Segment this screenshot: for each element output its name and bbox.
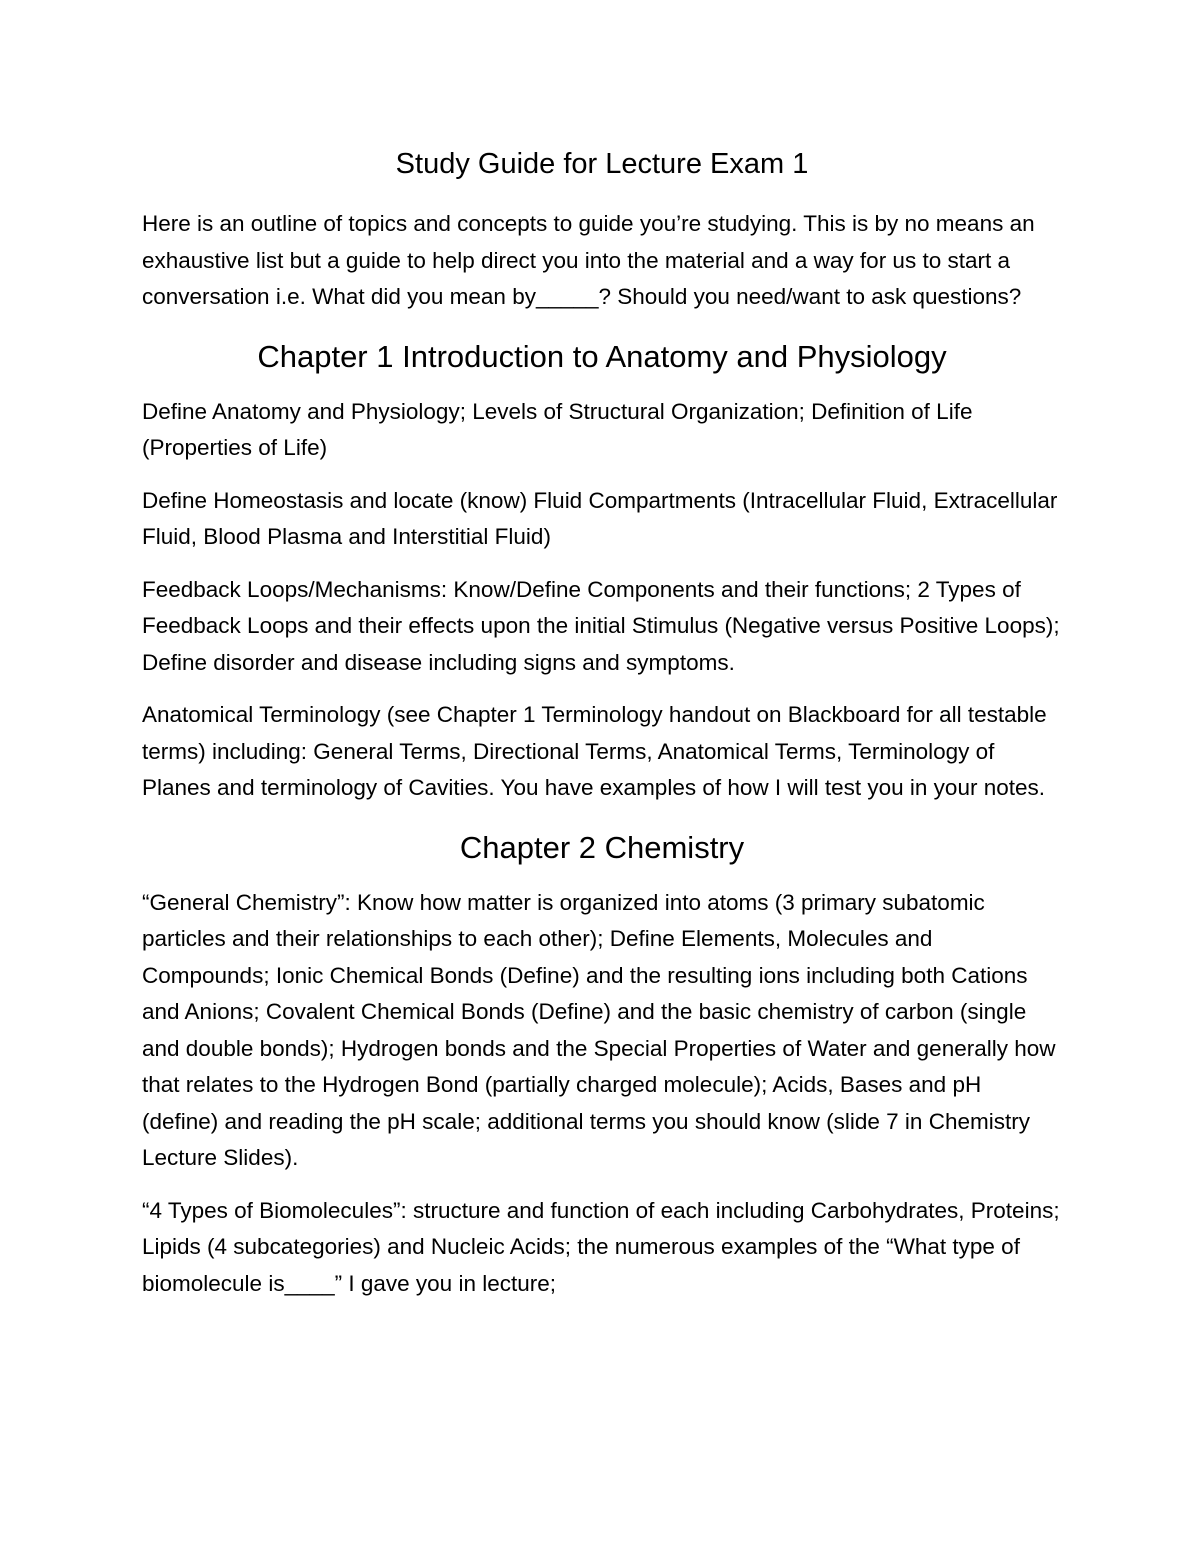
chapter-1-paragraph: Define Anatomy and Physiology; Levels of Structural Organization; Definition of Life (Properties of Life) bbox=[142, 398, 973, 460]
chapter-1-paragraph: Anatomical Terminology (see Chapter 1 Terminology handout on Blackboard for all testable terms) including: General Terms, Directional Terms, Anatomical Terms, Terminology of Planes and terminology of Cavities. You have examples of how I will test you in your notes. bbox=[142, 702, 1047, 800]
chapter-2-paragraph: “4 Types of Biomolecules”: structure and function of each including Carbohydrates, Proteins; Lipids (4 subcategories) and Nucleic Acids; the numerous examples of the “What type of biomolecule is____” I gave you in lecture; bbox=[142, 1197, 1060, 1296]
chapter-2-heading: Chapter 2 Chemistry bbox=[459, 829, 745, 865]
document-page bbox=[142, 140, 1062, 1318]
chapter-1-heading: Chapter 1 Introduction to Anatomy and Physiology bbox=[257, 338, 947, 374]
chapter-1-paragraph: Feedback Loops/Mechanisms: Know/Define Components and their functions; 2 Types of Feedback Loops and their effects upon the initial Stimulus (Negative versus Positive Loops); Define disorder and disease including signs and symptoms. bbox=[142, 576, 1060, 675]
chapter-2-paragraph: “General Chemistry”: Know how matter is organized into atoms (3 primary subatomic particles and their relationships to each other); Define Elements, Molecules and Compounds; Ionic Chemical Bonds (Define) and the resulting ions including both Cations and Anions; Covalent Chemical Bonds (Define) and the basic chemistry of carbon (single and double bonds); Hydrogen bonds and the Special Properties of Water and generally how that relates to the Hydrogen Bond (partially charged molecule); Acids, Bases and pH (define) and reading the pH scale; additional terms you should know (slide 7 in Chemistry Lecture Slides). bbox=[142, 889, 1056, 1170]
document-title: Study Guide for Lecture Exam 1 bbox=[395, 148, 809, 180]
intro-paragraph: Here is an outline of topics and concepts to guide you’re studying. This is by no means an exhaustive list but a guide to help direct you into the material and a way for us to start a conversation i.e. What did you mean by_____? Should you need/want to ask questions? bbox=[142, 211, 1035, 309]
chapter-1-paragraph: Define Homeostasis and locate (know) Fluid Compartments (Intracellular Fluid, Extracellular Fluid, Blood Plasma and Interstitial Fluid) bbox=[142, 487, 1058, 549]
